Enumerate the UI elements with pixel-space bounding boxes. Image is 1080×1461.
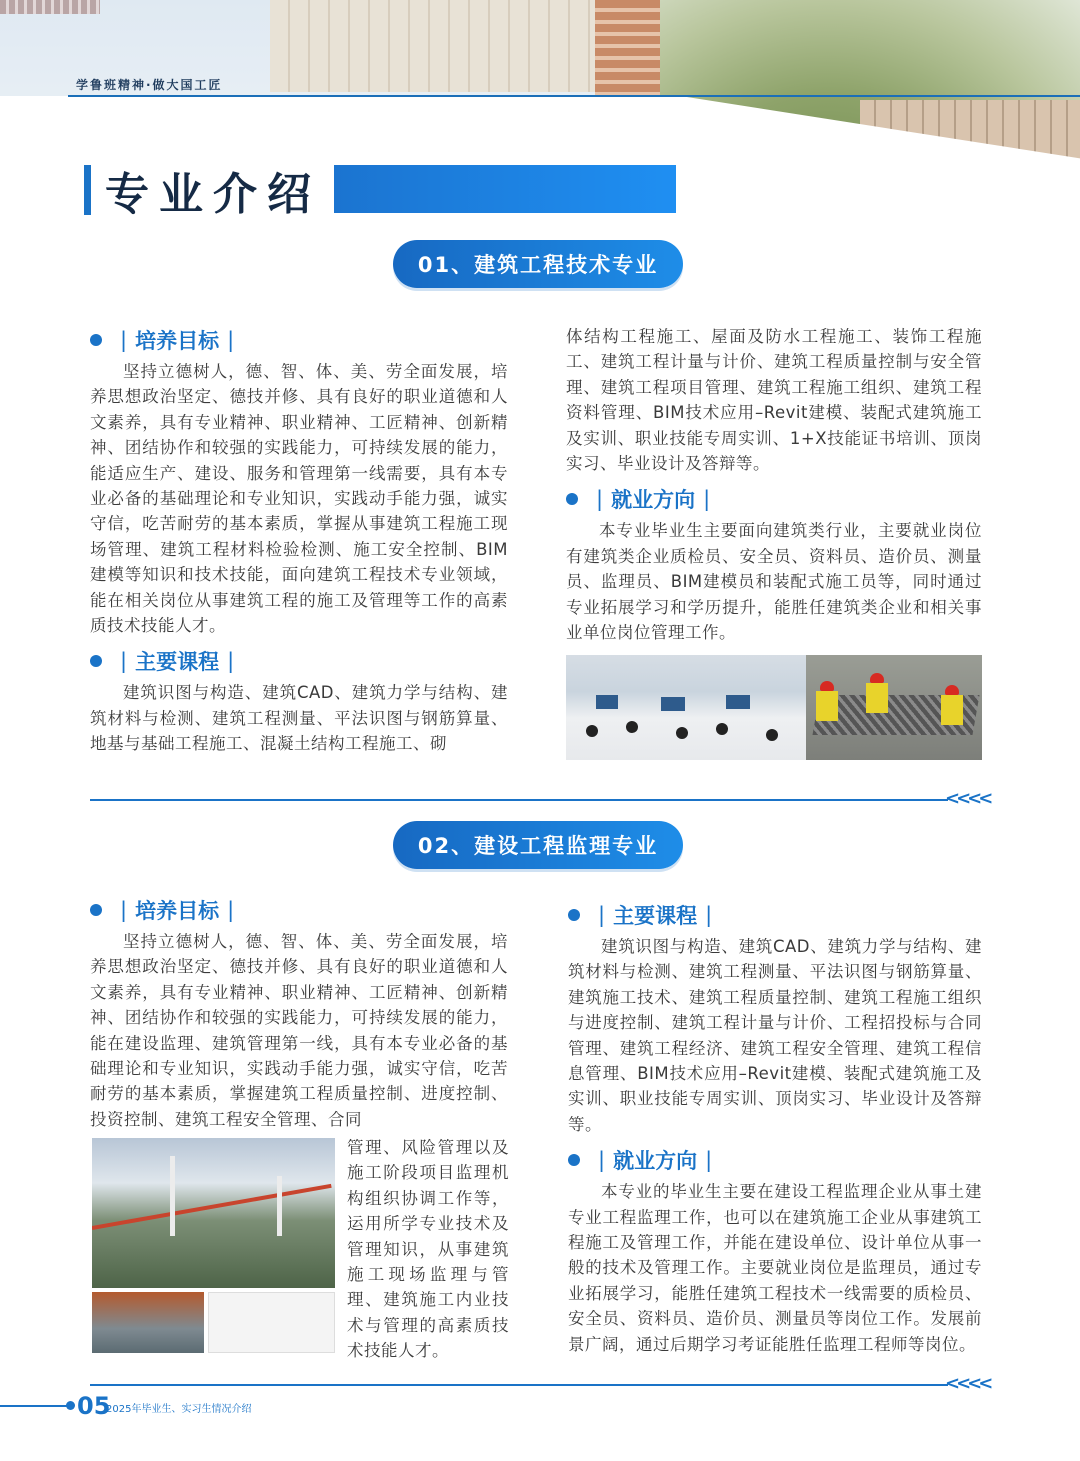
major2-courses-text: 建筑识图与构造、建筑CAD、建筑力学与结构、建筑材料与检测、建筑工程测量、平法识图与钢筋算量、建筑施工技术、建筑工程质量控制、建筑工程施工组织与进度控制、建筑工程计量与计价、工程招投标与合同管理、建筑工程经济、建筑工程安全管理、建筑工程信息管理、BIM技术应用–Revit建模、装配式建筑施工及实训、职业技能专周实训、顶岗实习、毕业设计及答辩等。 — [568, 937, 982, 1134]
bottom-divider — [90, 1384, 948, 1386]
bullet-icon — [90, 334, 102, 346]
major2-career-heading: | 就业方向 | — [568, 1145, 982, 1175]
footer-line — [0, 1405, 72, 1407]
section-divider — [90, 799, 948, 801]
major1-career-text: 本专业毕业生主要面向建筑类行业，主要就业岗位有建筑类企业质检员、安全员、资料员、造价员、测量员、监理员、BIM建模员和装配式施工员等，同时通过专业拓展学习和学历提升，能胜任建筑类企业和相关事业单位岗位管理工作。 — [566, 521, 982, 643]
section-heading — [84, 165, 321, 220]
footer-dot — [66, 1401, 75, 1410]
bullet-icon — [568, 1154, 580, 1166]
major1-goal-text: 坚持立德树人，德、智、体、美、劳全面发展，培养思想政治坚定、德技并修、具有良好的职业道德和人文素养，具有专业精神、职业精神、工匠精神、创新精神、团结协作和较强的实践能力，可持续发展的能力，能适应生产、建设、服务和管理第一线需要，具有本专业必备的基础理论和专业知识，实践动手能力强，诚实守信，吃苦耐劳的基本素质，掌握从事建筑工程施工现场管理、建筑工程材料检验检测、施工安全控制、BIM建模等知识和技术技能，面向建筑工程技术专业领域，能在相关岗位从事建筑工程的施工及管理等工作的高素质技术技能人才。 — [90, 362, 508, 636]
chevron-left-icon: <<<< — [945, 1373, 990, 1394]
bullet-icon — [566, 493, 578, 505]
top-rule — [68, 95, 1080, 97]
major1-goal-heading: | 培养目标 | — [90, 325, 508, 355]
bullet-icon — [90, 655, 102, 667]
major1-courses-text-cont: 体结构工程施工、屋面及防水工程施工、装饰工程施工、建筑工程计量与计价、建筑工程质量控制与安全管理、建筑工程项目管理、建筑工程施工组织、建筑工程资料管理、BIM技术应用–Revit建模、装配式建筑施工及实训、职业技能专周实训、1+X技能证书培训、顶岗实习、毕业设计及答辩等。 — [566, 327, 982, 474]
major2-left-column — [90, 895, 508, 1132]
heading-gradient-bar — [334, 165, 676, 213]
chevron-left-icon: <<<< — [945, 788, 990, 809]
major2-goal-text: 坚持立德树人，德、智、体、美、劳全面发展，培养思想政治坚定、德技并修、具有良好的职业道德和人文素养，具有专业精神、职业精神、工匠精神、创新精神、团结协作和较强的实践能力，可持续发展的能力，能在建设监理、建筑管理第一线，具有本专业必备的基础理论和专业知识，实践动手能力强，诚实守信，吃苦耐劳的基本素质，掌握建筑工程质量控制、进度控制、投资控制、建筑工程安全管理、合同 — [90, 932, 508, 1129]
training-photo — [566, 655, 982, 760]
page-title: 专业介绍 — [105, 169, 321, 220]
bridge-photo — [92, 1138, 335, 1353]
footer-text: 2025年毕业生、实习生情况介绍 — [106, 1404, 252, 1415]
major1-courses-text: 建筑识图与构造、建筑CAD、建筑力学与结构、建筑材料与检测、建筑工程测量、平法识图与钢筋算量、地基与基础工程施工、混凝土结构工程施工、砌 — [90, 683, 508, 754]
major2-career-text: 本专业的毕业生主要在建设工程监理企业从事土建专业工程监理工作，也可以在建筑施工企业从事建筑工程施工及管理工作，并能在建设单位、设计单位从事一般的技术及管理工作。主要就业岗位是监理员，通过专业拓展学习，能胜任建筑工程技术一线需要的质检员、安全员、资料员、造价员、测量员等岗位工作。发展前景广阔，通过后期学习考证能胜任监理工程师等岗位。 — [568, 1182, 982, 1354]
major1-title: 01、建筑工程技术专业 — [393, 240, 683, 288]
heading-bar — [84, 165, 91, 215]
major2-courses-heading: | 主要课程 | — [568, 900, 982, 930]
major1-left-column — [90, 325, 508, 757]
tagline: 学鲁班精神·做大国工匠 — [76, 78, 223, 92]
bullet-icon — [568, 909, 580, 921]
major2-right-column — [568, 900, 982, 1357]
bullet-icon — [90, 904, 102, 916]
major1-right-column — [566, 324, 982, 645]
major2-title: 02、建设工程监理专业 — [393, 821, 683, 869]
major1-courses-heading: | 主要课程 | — [90, 646, 508, 676]
page-number: 05 — [77, 1392, 111, 1420]
major2-goal-text-cont: 管理、风险管理以及施工阶段项目监理机构组织协调工作等，运用所学专业技术及管理知识，从事建筑施工现场监理与管理、建筑施工内业技术与管理的高素质技术技能人才。 — [347, 1138, 509, 1361]
major2-goal-heading: | 培养目标 | — [90, 895, 508, 925]
major1-career-heading: | 就业方向 | — [566, 484, 982, 514]
